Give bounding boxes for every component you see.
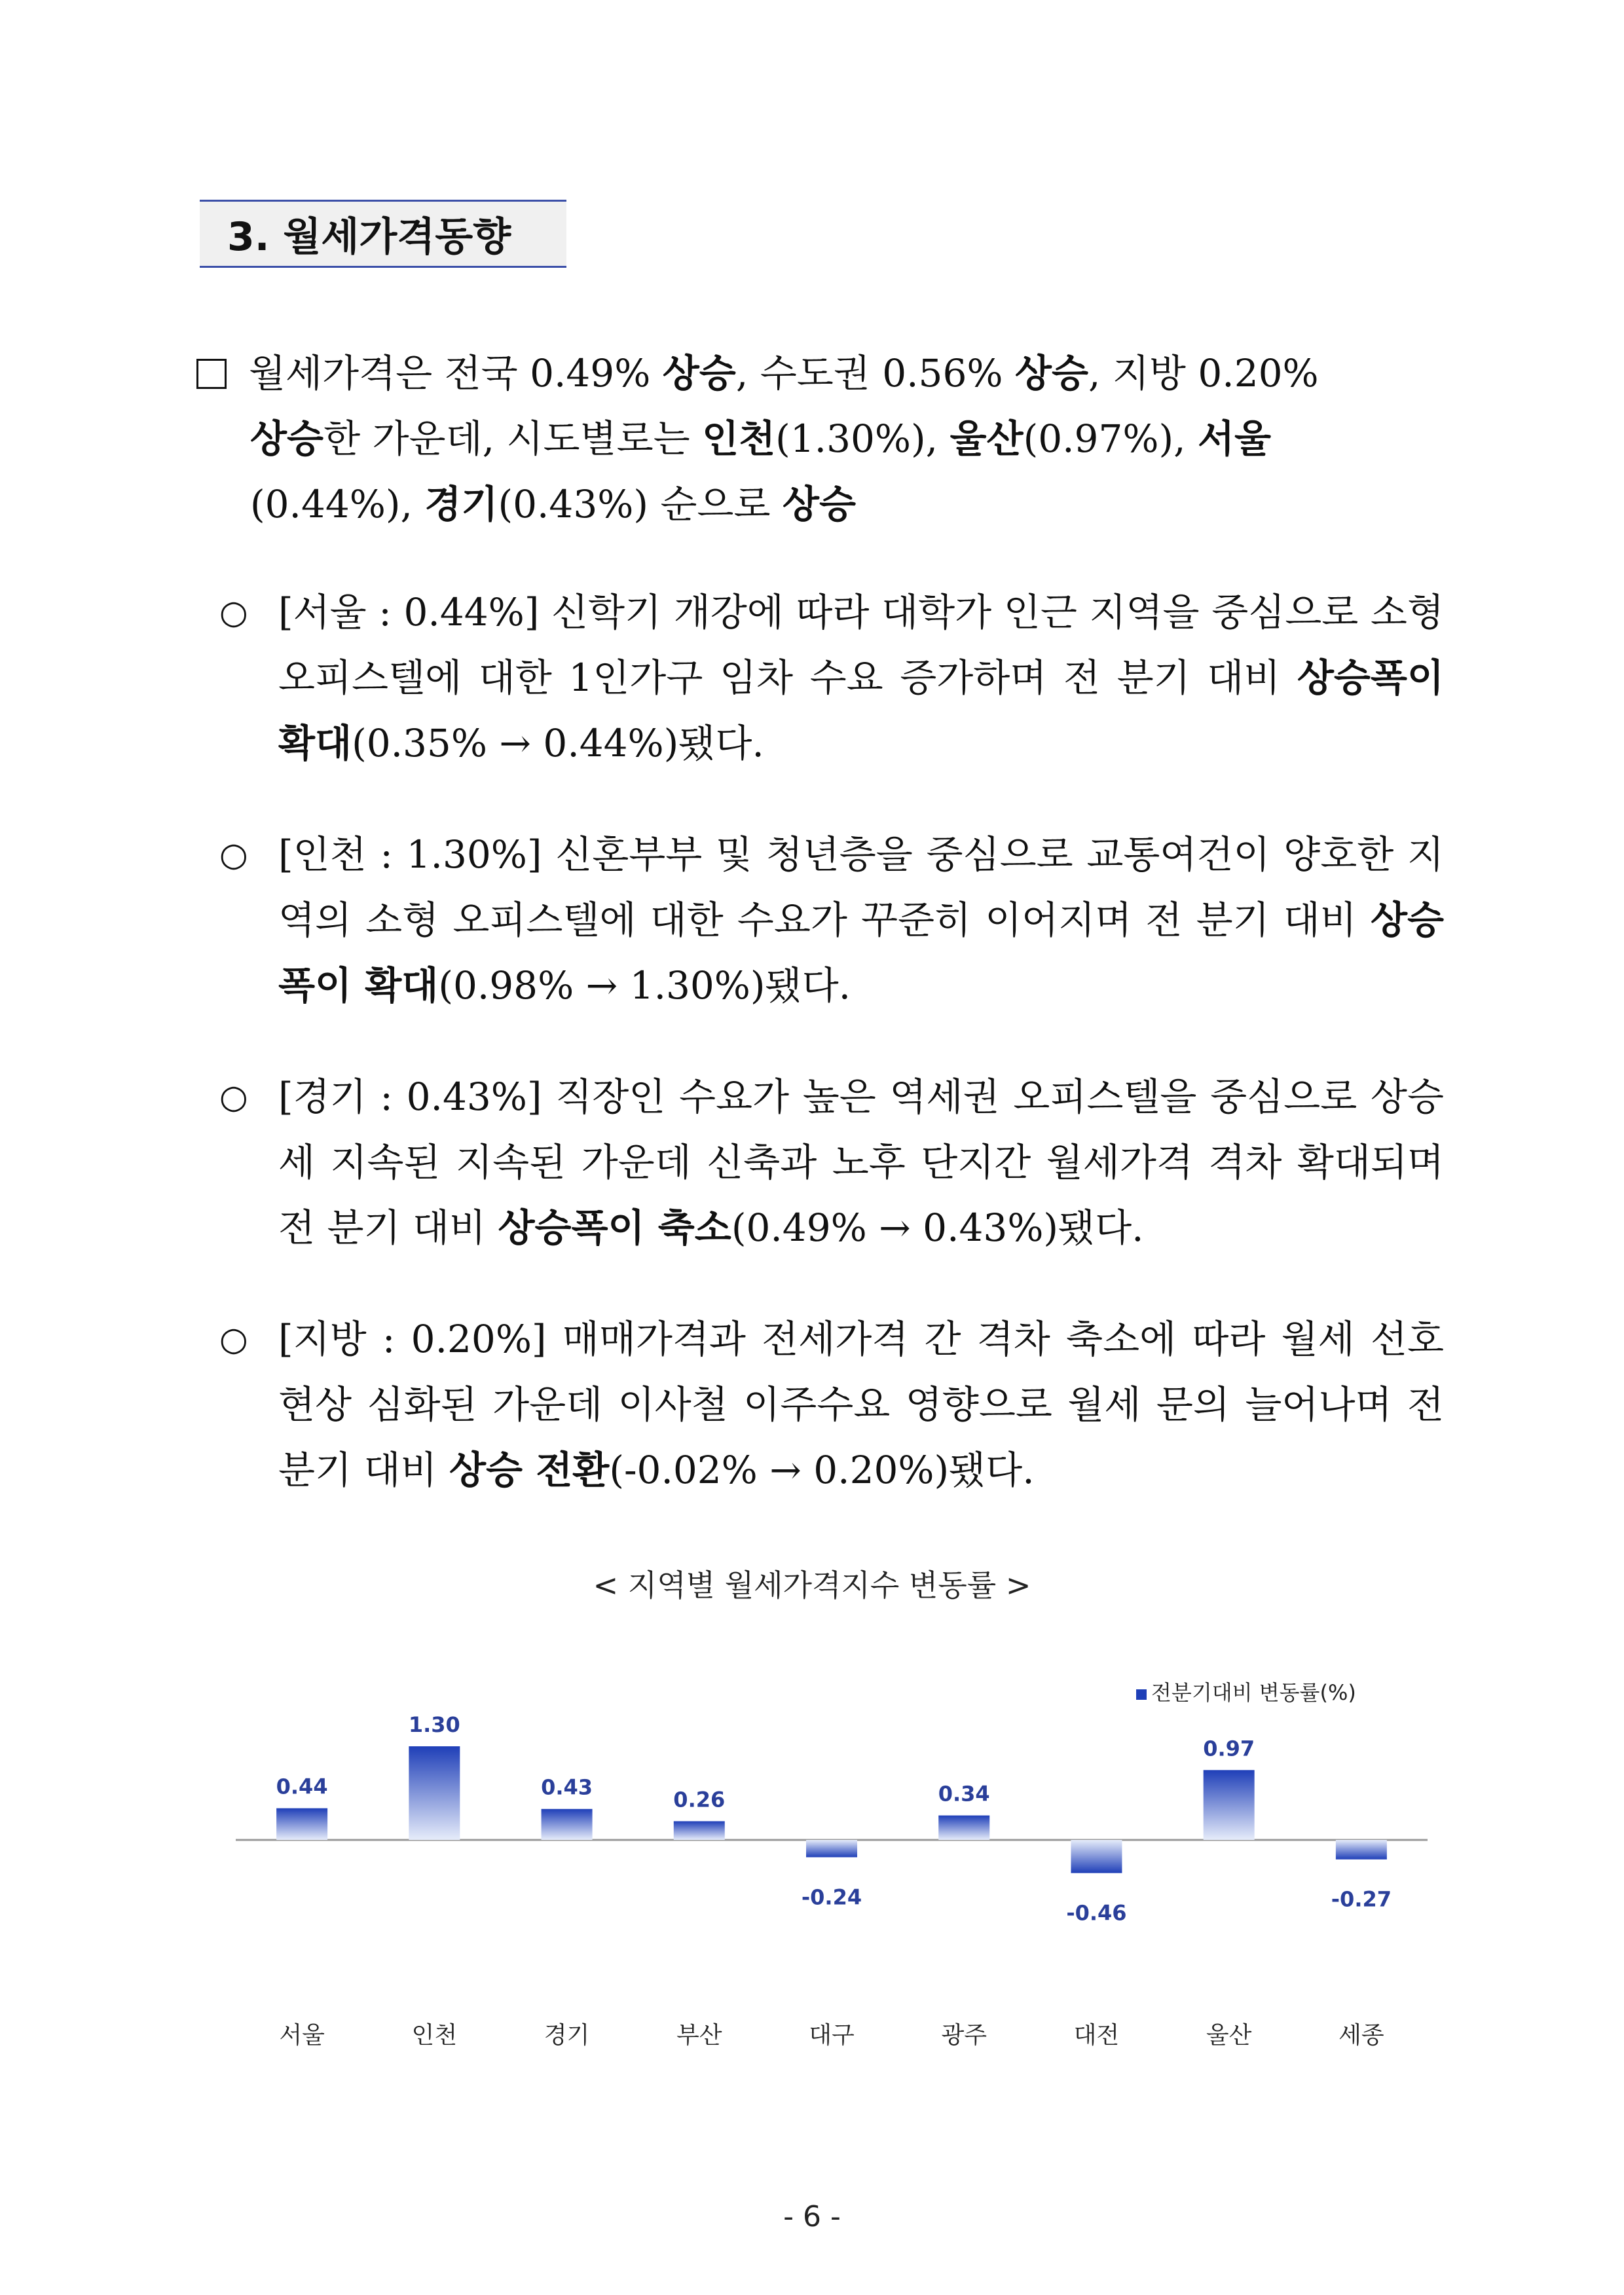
bar-울산 xyxy=(1204,1770,1255,1840)
bar-서울 xyxy=(276,1808,327,1840)
rent-change-bar-chart xyxy=(223,1650,1441,2108)
bar-대전 xyxy=(1071,1840,1122,1873)
bar-광주 xyxy=(938,1816,989,1840)
bullet-regions: ○ [지방 : 0.20%] 매매가격과 전세가격 간 격차 축소에 따라 월세 선호 현상 심화된 가운데 이사철 이주수요 영향으로 월세 문의 늘어나며 전 분기 대비 상승 전환(-0.02% → 0.20%)됐다. xyxy=(219,1306,1444,1503)
value-label-울산: 0.97 xyxy=(1203,1736,1255,1761)
value-label-대구: -0.24 xyxy=(801,1884,862,1910)
value-label-세종: -0.27 xyxy=(1331,1886,1392,1912)
bullet-circle-icon: ○ xyxy=(219,1078,248,1116)
chart-caption: < 지역별 월세가격지수 변동률 > xyxy=(593,1568,1031,1603)
category-label-대전: 대전 xyxy=(1073,2022,1120,2049)
legend-swatch xyxy=(1136,1689,1147,1700)
category-label-광주: 광주 xyxy=(941,2022,987,2049)
chart-legend xyxy=(1136,1680,1356,1705)
bar-세종 xyxy=(1336,1840,1387,1860)
bullet-circle-icon: ○ xyxy=(219,835,248,873)
bullet-gyeonggi: ○ [경기 : 0.43%] 직장인 수요가 높은 역세권 오피스텔을 중심으로 상승세 지속된 지속된 가운데 신축과 노후 단지간 월세가격 격차 확대되며 전 분기 대비 상승폭이 축소(0.49% → 0.43%)됐다. xyxy=(219,1064,1444,1260)
bullet-incheon: ○ [인천 : 1.30%] 신혼부부 및 청년층을 중심으로 교통여건이 양호한 지역의 소형 오피스텔에 대한 수요가 꾸준히 이어지며 전 분기 대비 상승폭이 확대(0.98% → 1.30%)됐다. xyxy=(219,822,1444,1018)
legend-label: 전분기대비 변동률(%) xyxy=(1151,1680,1356,1705)
category-label-대구: 대구 xyxy=(809,2022,855,2049)
value-label-광주: 0.34 xyxy=(938,1781,990,1807)
bullet-circle-icon: ○ xyxy=(219,593,248,631)
page-number: - 6 - xyxy=(783,2200,841,2233)
value-label-부산: 0.26 xyxy=(673,1787,726,1812)
bullet-seoul: ○ [서울 : 0.44%] 신학기 개강에 따라 대학가 인근 지역을 중심으로 소형 오피스텔에 대한 1인가구 임차 수요 증가하며 전 분기 대비 상승폭이 확대(0.35% → 0.44%)됐다. xyxy=(219,579,1444,776)
section-title: 3. 월세가격동향 xyxy=(200,200,566,268)
value-label-인천: 1.30 xyxy=(408,1712,460,1737)
checkbox-icon xyxy=(196,359,227,389)
bar-대구 xyxy=(806,1840,857,1857)
category-label-부산: 부산 xyxy=(676,2022,722,2049)
value-label-대전: -0.46 xyxy=(1066,1900,1127,1926)
category-label-울산: 울산 xyxy=(1206,2022,1252,2049)
category-label-세종: 세종 xyxy=(1338,2022,1384,2049)
category-label-인천: 인천 xyxy=(411,2022,458,2049)
category-label-서울: 서울 xyxy=(279,2022,325,2049)
bar-인천 xyxy=(409,1746,460,1840)
bar-경기 xyxy=(542,1809,593,1840)
bullet-circle-icon: ○ xyxy=(219,1320,248,1358)
category-label-경기: 경기 xyxy=(544,2022,590,2049)
bar-부산 xyxy=(674,1821,725,1840)
value-label-서울: 0.44 xyxy=(276,1774,328,1799)
summary-paragraph: 월세가격은 전국 0.49% 상승, 수도권 0.56% 상승, 지방 0.20% 상승한 가운데, 시도별로는 인천(1.30%), 울산(0.97%), 서울 (0.44%), 경기(0.43%) 순으로 상승 xyxy=(196,340,1441,537)
value-label-경기: 0.43 xyxy=(541,1774,593,1800)
